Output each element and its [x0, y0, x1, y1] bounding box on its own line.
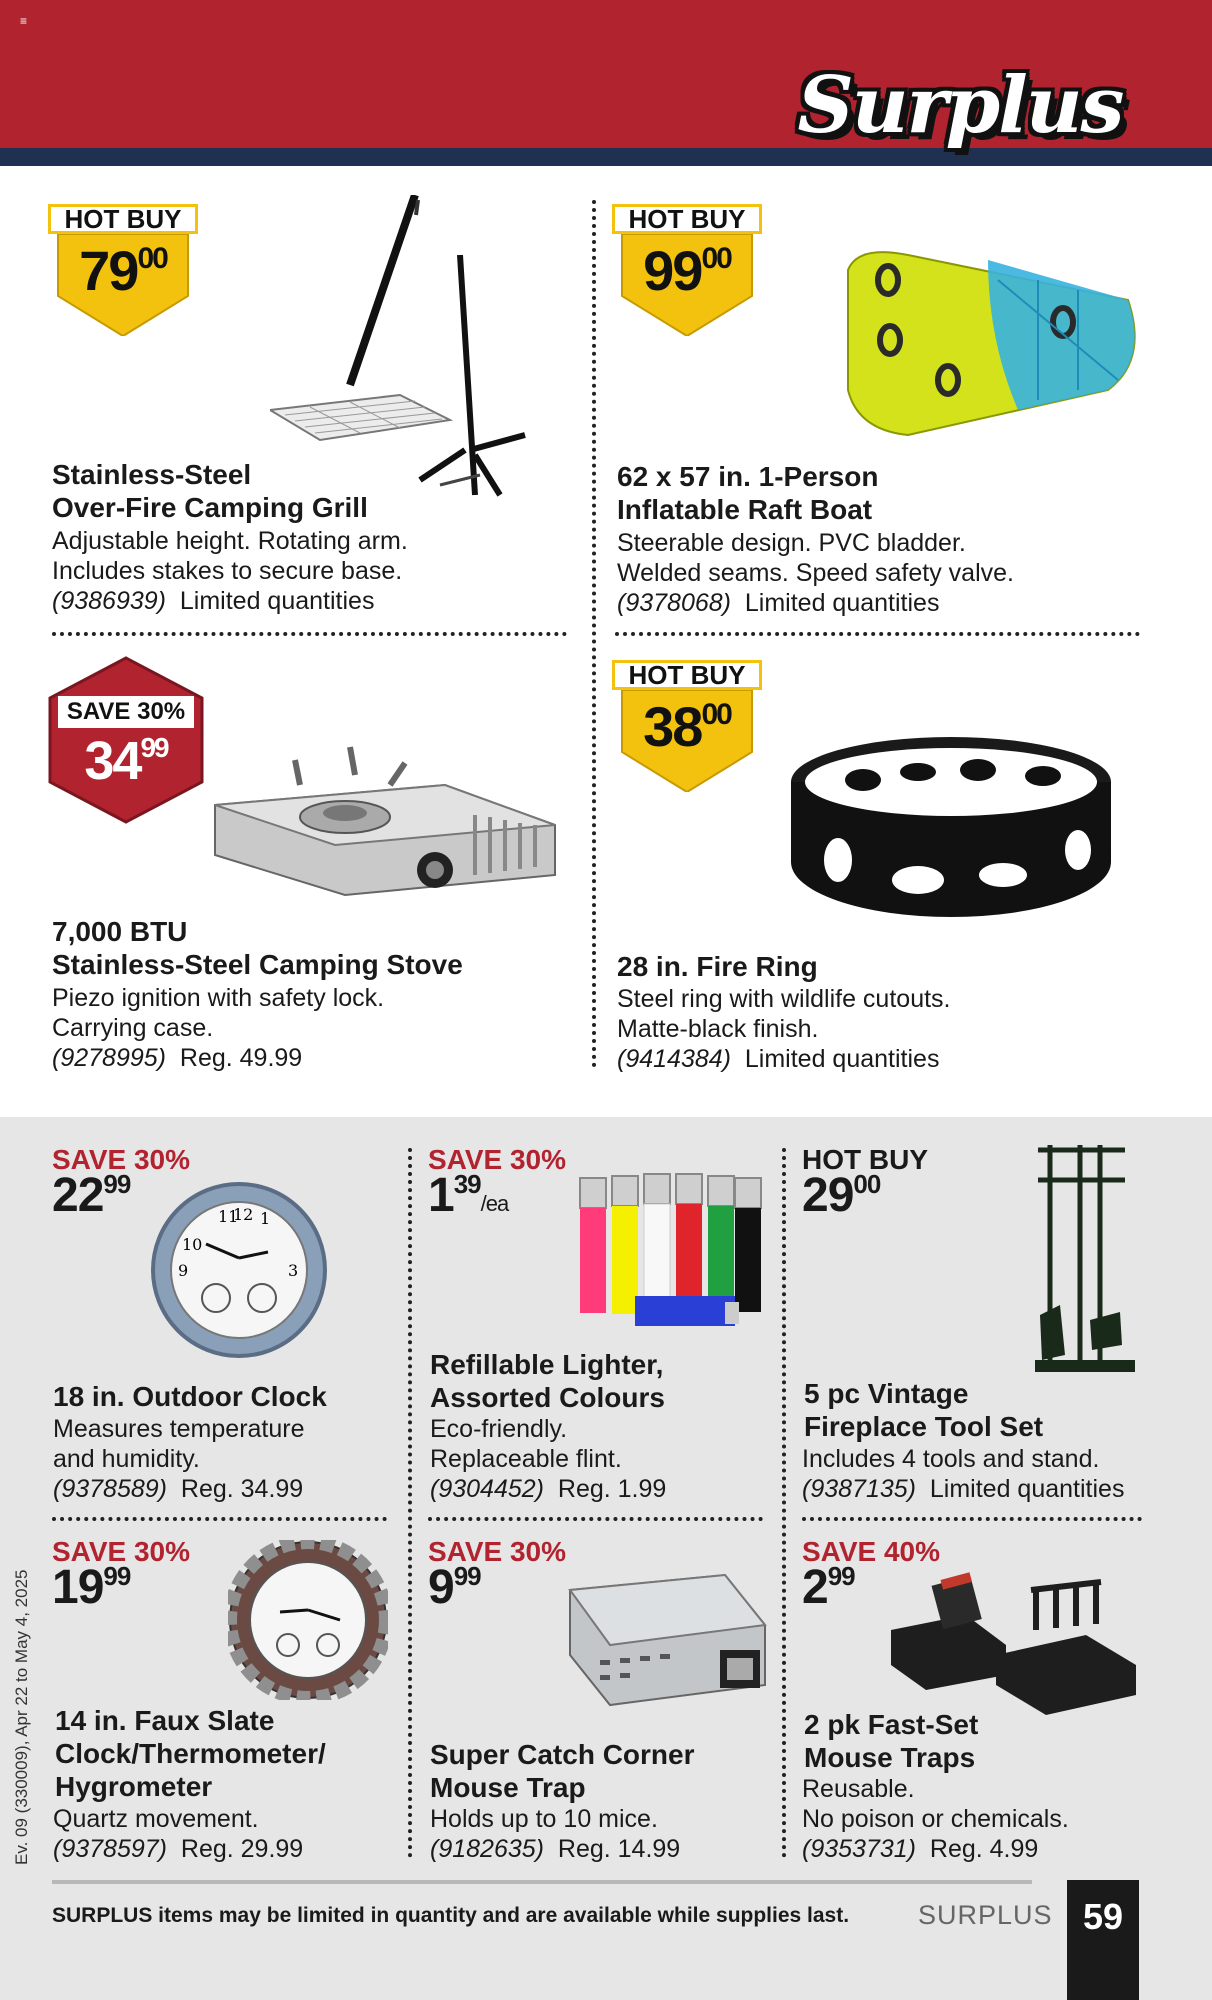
- price: $1^{39}/ea$: [428, 1169, 509, 1222]
- price: $19^{99}$: [52, 1561, 131, 1614]
- title-line: 14 in. Faux Slate: [55, 1705, 275, 1736]
- menu-icon[interactable]: ≡: [20, 14, 28, 28]
- page-number: 59: [1067, 1880, 1139, 2000]
- outdoor-clock-image: [148, 1180, 330, 1360]
- vertical-divider: [782, 1148, 786, 1858]
- title-line: Assorted Colours: [430, 1382, 665, 1413]
- stock-note: Limited quantities: [744, 1045, 940, 1073]
- vertical-divider-top: [592, 200, 596, 1068]
- corner-mouse-trap-image: [565, 1570, 770, 1720]
- product-title: [55, 1704, 326, 1803]
- product-description: [617, 528, 1014, 618]
- stock-note: Reg. 29.99: [180, 1835, 304, 1863]
- desc-line: Matte-black finish.: [617, 1015, 819, 1043]
- title-line: Super Catch Corner: [430, 1739, 695, 1770]
- title-line: 2 pk Fast-Set: [804, 1709, 979, 1740]
- faux-slate-clock-image: [228, 1540, 388, 1700]
- hot-buy-badge: [48, 204, 198, 336]
- price: $2^{99}$: [802, 1561, 855, 1614]
- title-line: Mouse Traps: [804, 1742, 976, 1773]
- sku-line: [53, 1474, 305, 1504]
- sku-line: [430, 1834, 680, 1864]
- title-line: Refillable Lighter,: [430, 1349, 664, 1380]
- price: $99^{00}$: [643, 239, 731, 302]
- stock-note: Limited quantities: [929, 1475, 1125, 1503]
- clock-numeral: 3: [288, 1261, 299, 1280]
- title-line: 62 x 57 in. 1-Person: [617, 461, 879, 492]
- clock-numeral: 12: [233, 1205, 254, 1224]
- product-description: [802, 1774, 1069, 1864]
- event-date-text: Ev. 09 (330009), Apr 22 to May 4, 2025: [12, 1569, 31, 1865]
- stock-note: Reg. 1.99: [557, 1475, 667, 1503]
- clock-numeral: 11: [218, 1207, 239, 1226]
- save-label: SAVE 30%: [52, 1144, 190, 1175]
- hot-buy-label: HOT BUY: [802, 1144, 928, 1175]
- product-title: [804, 1377, 1043, 1443]
- desc-line: Steel ring with wildlife cutouts.: [617, 985, 951, 1013]
- title-line: 5 pc Vintage: [804, 1378, 969, 1409]
- stock-note: Reg. 14.99: [557, 1835, 681, 1863]
- horizontal-divider-left: [52, 632, 567, 636]
- sku: (9378068): [617, 589, 731, 617]
- raft-boat-image: [838, 240, 1148, 440]
- product-description: [430, 1414, 666, 1504]
- horizontal-divider: [802, 1517, 1142, 1521]
- badge-label: HOT BUY: [612, 660, 762, 690]
- logo-text: Surplus: [797, 60, 1123, 151]
- product-title: [617, 460, 878, 526]
- stock-note: Reg. 49.99: [179, 1044, 303, 1072]
- title-line: Stainless-Steel: [52, 459, 252, 490]
- title-line: 28 in. Fire Ring: [617, 951, 818, 982]
- desc-line: Includes 4 tools and stand.: [802, 1445, 1100, 1473]
- title-line: Mouse Trap: [430, 1772, 586, 1803]
- price: $38^{00}$: [643, 695, 731, 758]
- sku: (9387135): [802, 1475, 916, 1503]
- sku: (9182635): [430, 1835, 544, 1863]
- product-description: [430, 1804, 680, 1864]
- footer-section-label: SURPLUS: [918, 1900, 1053, 1930]
- desc-line: Piezo ignition with safety lock.: [52, 984, 385, 1012]
- product-description: [53, 1804, 303, 1864]
- product-description: [617, 984, 950, 1074]
- sku: (9378597): [53, 1835, 167, 1863]
- surplus-logo: [780, 60, 1140, 190]
- title-line: 18 in. Outdoor Clock: [53, 1381, 327, 1412]
- desc-line: Quartz movement.: [53, 1805, 259, 1833]
- sku-line: [53, 1834, 303, 1864]
- fireplace-tool-set-image: [1030, 1140, 1140, 1380]
- save-label: SAVE 30%: [428, 1144, 566, 1175]
- product-description: [52, 983, 384, 1073]
- desc-line: No poison or chemicals.: [802, 1805, 1069, 1833]
- camping-stove-image: [205, 745, 565, 915]
- product-title: [804, 1708, 978, 1774]
- price: $34^{99}$: [84, 731, 168, 791]
- sku-line: [802, 1834, 1069, 1864]
- stock-note: Reg. 34.99: [180, 1475, 304, 1503]
- lighters-image: [575, 1168, 765, 1338]
- product-description: [802, 1444, 1124, 1504]
- title-line: Clock/Thermometer/: [55, 1738, 326, 1769]
- desc-line: Carrying case.: [52, 1014, 214, 1042]
- sku-line: [617, 1044, 950, 1074]
- product-title: [52, 458, 368, 524]
- save-badge: [48, 656, 204, 824]
- title-line: 7,000 BTU: [52, 916, 188, 947]
- fast-set-mouse-traps-image: [886, 1570, 1142, 1720]
- sku-line: [802, 1474, 1124, 1504]
- sku: (9304452): [430, 1475, 544, 1503]
- footer-rule: [52, 1880, 1032, 1884]
- badge-label: HOT BUY: [48, 204, 198, 234]
- clock-numeral: 9: [178, 1261, 189, 1280]
- price: $79^{00}$: [79, 239, 167, 302]
- desc-line: Holds up to 10 mice.: [430, 1805, 658, 1833]
- horizontal-divider: [428, 1517, 763, 1521]
- sku: (9278995): [52, 1044, 166, 1072]
- desc-line: Reusable.: [802, 1775, 915, 1803]
- camping-grill-image: [270, 195, 570, 500]
- price-unit: /ea: [480, 1191, 509, 1216]
- product-title: [617, 950, 818, 983]
- desc-line: Measures temperature: [53, 1415, 305, 1443]
- product-title: [53, 1380, 327, 1413]
- sku: (9353731): [802, 1835, 916, 1863]
- price: $9^{99}$: [428, 1561, 481, 1614]
- fire-ring-image: [788, 730, 1114, 920]
- sku: (9386939): [52, 587, 166, 615]
- sku-line: [52, 1043, 384, 1073]
- desc-line: Includes stakes to secure base.: [52, 557, 403, 585]
- product-title: [430, 1738, 695, 1804]
- product-description: [52, 526, 408, 616]
- clock-numeral: 10: [182, 1235, 203, 1254]
- save-label: SAVE 30%: [428, 1536, 566, 1567]
- sku: (9414384): [617, 1045, 731, 1073]
- desc-line: Welded seams. Speed safety valve.: [617, 559, 1014, 587]
- product-description: [53, 1414, 305, 1504]
- stock-note: Limited quantities: [744, 589, 940, 617]
- stock-note: Limited quantities: [179, 587, 375, 615]
- title-line: Over-Fire Camping Grill: [52, 492, 368, 523]
- save-label: SAVE 30%: [52, 1536, 190, 1567]
- product-title: [52, 915, 463, 981]
- horizontal-divider: [52, 1517, 387, 1521]
- title-line: Fireplace Tool Set: [804, 1411, 1044, 1442]
- clock-numeral: 1: [260, 1209, 271, 1228]
- desc-line: Adjustable height. Rotating arm.: [52, 527, 408, 555]
- title-line: Inflatable Raft Boat: [617, 494, 873, 525]
- desc-line: Replaceable flint.: [430, 1445, 622, 1473]
- desc-line: Steerable design. PVC bladder.: [617, 529, 966, 557]
- desc-line: Eco-friendly.: [430, 1415, 568, 1443]
- sku-line: [52, 586, 408, 616]
- save-label: SAVE 40%: [802, 1536, 940, 1567]
- sku-line: [430, 1474, 666, 1504]
- product-title: [430, 1348, 665, 1414]
- stock-note: Reg. 4.99: [929, 1835, 1039, 1863]
- title-line: Hygrometer: [55, 1771, 213, 1802]
- footer-disclaimer: SURPLUS items may be limited in quantity and are available while supplies last.: [52, 1904, 850, 1927]
- price: $22^{99}$: [52, 1169, 131, 1222]
- title-line: Stainless-Steel Camping Stove: [52, 949, 463, 980]
- vertical-divider: [408, 1148, 412, 1858]
- hot-buy-badge: [612, 660, 762, 792]
- desc-line: and humidity.: [53, 1445, 200, 1473]
- price: $29^{00}$: [802, 1169, 881, 1222]
- sku: (9378589): [53, 1475, 167, 1503]
- hot-buy-badge: [612, 204, 762, 336]
- badge-label: SAVE 30%: [58, 696, 194, 728]
- badge-label: HOT BUY: [612, 204, 762, 234]
- sku-line: [617, 588, 1014, 618]
- horizontal-divider-right: [615, 632, 1140, 636]
